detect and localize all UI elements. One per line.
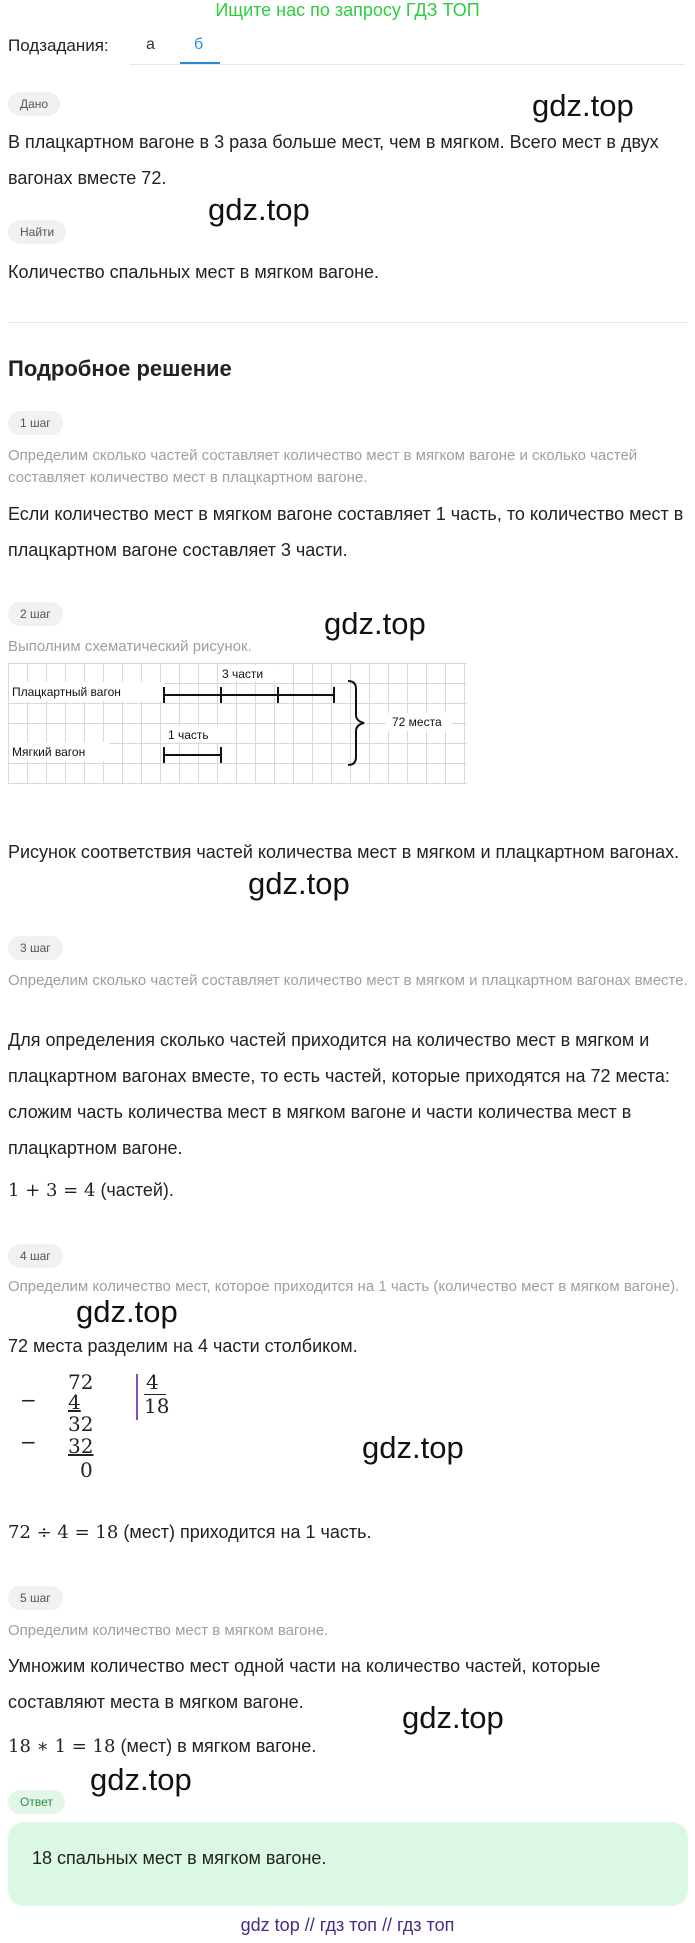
answer-pill: Ответ [8,1790,65,1814]
tab-a[interactable]: а [146,36,155,53]
step5-formula: 18 ∗ 1 = 18 [8,1736,116,1757]
long-division [0,1370,200,1510]
find-pill: Найти [8,220,66,244]
step4-text: 72 места разделим на 4 части столбиком. [8,1336,358,1356]
step4-pill: 4 шаг [8,1244,63,1268]
row1-segment-line [164,687,334,703]
step3-formula: 1 + 3 = 4 [8,1180,96,1201]
search-banner: Ищите нас по запросу ГДЗ ТОП [215,0,480,20]
step5-formula-line [8,1736,316,1757]
row2-parts-label: 1 часть [168,728,209,742]
find-text: Количество спальных мест в мягком вагоне. [8,262,380,282]
schematic-diagram [8,663,468,787]
step1-pill: 1 шаг [8,411,63,435]
footer-links[interactable]: gdz top // гдз топ // гдз топ [240,1915,455,1935]
step2-pill: 2 шаг [8,602,63,626]
step3-pill: 3 шаг [8,936,63,960]
step3-formula-line [8,1180,174,1201]
step4-formula: 72 ÷ 4 = 18 [8,1522,119,1543]
answer-text: 18 спальных мест в мягком вагоне. [32,1848,327,1868]
watermark: gdz.top [248,866,350,901]
step3-formula-tail: (частей). [100,1180,174,1200]
given-pill: Дано [8,92,60,116]
division-rem2: 0 [80,1458,93,1482]
watermark: gdz.top [90,1762,192,1797]
page-title: Подробное решение [8,356,232,381]
division-rem1: 32 [68,1412,94,1436]
division-minus-2: − [20,1430,37,1454]
step5-formula-tail: (мест) в мягком вагоне. [120,1736,317,1756]
division-minus-1: − [20,1388,37,1412]
step4-formula-tail: (мест) приходится на 1 часть. [123,1522,372,1542]
division-quotient: 18 [144,1394,170,1418]
step3-hint: Определим сколько частей составляет количество мест в мягком и плацкартном вагонах вместе. [8,972,688,989]
step4-formula-line [8,1522,372,1543]
division-dividend: 72 [68,1370,94,1394]
step5-hint: Определим количество мест в мягком вагоне. [8,1622,329,1639]
step2-caption: Рисунок соответствия частей количества мест в мягком и плацкартном вагонах. [8,842,680,862]
division-divisor: 4 [146,1370,159,1394]
step4-hint: Определим количество мест, которое приходится на 1 часть (количество мест в мягком вагоне). [8,1278,680,1295]
watermark: gdz.top [362,1430,464,1465]
division-sub1: 4 [68,1390,81,1414]
step3-text: Для определения сколько частей приходится на количество мест в мягком и плацкартном вагонах вместе, то есть частей, которые приходятся на 72 места: сложим часть количества мест в мягком вагоне и части количества мест в плацкартном вагоне. [8,1030,670,1158]
subtasks-label: Подзадания: [8,36,109,55]
tab-b[interactable]: б [194,36,204,53]
total-label: 72 места [392,715,442,729]
step5-text: Умножим количество мест одной части на количество частей, которые составляют места в мягком вагоне. [8,1656,601,1712]
watermark: gdz.top [402,1700,504,1735]
watermark: gdz.top [208,192,310,227]
division-sub2: 32 [68,1434,94,1458]
tabs-divider [130,64,685,65]
given-text: В плацкартном вагоне в 3 раза больше мест, чем в мягком. Всего мест в двух вагонах вместе 72. [8,132,659,188]
step1-hint: Определим сколько частей составляет количество мест в мягком вагоне и сколько частей составляет количество мест в плацкартном вагоне. [8,447,638,486]
row2-segment-line [164,747,221,763]
step2-hint: Выполним схематический рисунок. [8,638,252,655]
watermark: gdz.top [324,606,426,641]
row1-parts-label: 3 части [222,667,264,681]
watermark: gdz.top [532,88,634,123]
division-bar [136,1374,138,1420]
step5-pill: 5 шаг [8,1586,63,1610]
step1-text: Если количество мест в мягком вагоне составляет 1 часть, то количество мест в плацкартном вагоне составляет 3 части. [8,504,684,560]
row2-label: Мягкий вагон [12,745,86,759]
section-divider [8,322,688,323]
row1-label: Плацкартный вагон [12,685,121,699]
active-tab-indicator [180,62,220,64]
watermark: gdz.top [76,1294,178,1329]
